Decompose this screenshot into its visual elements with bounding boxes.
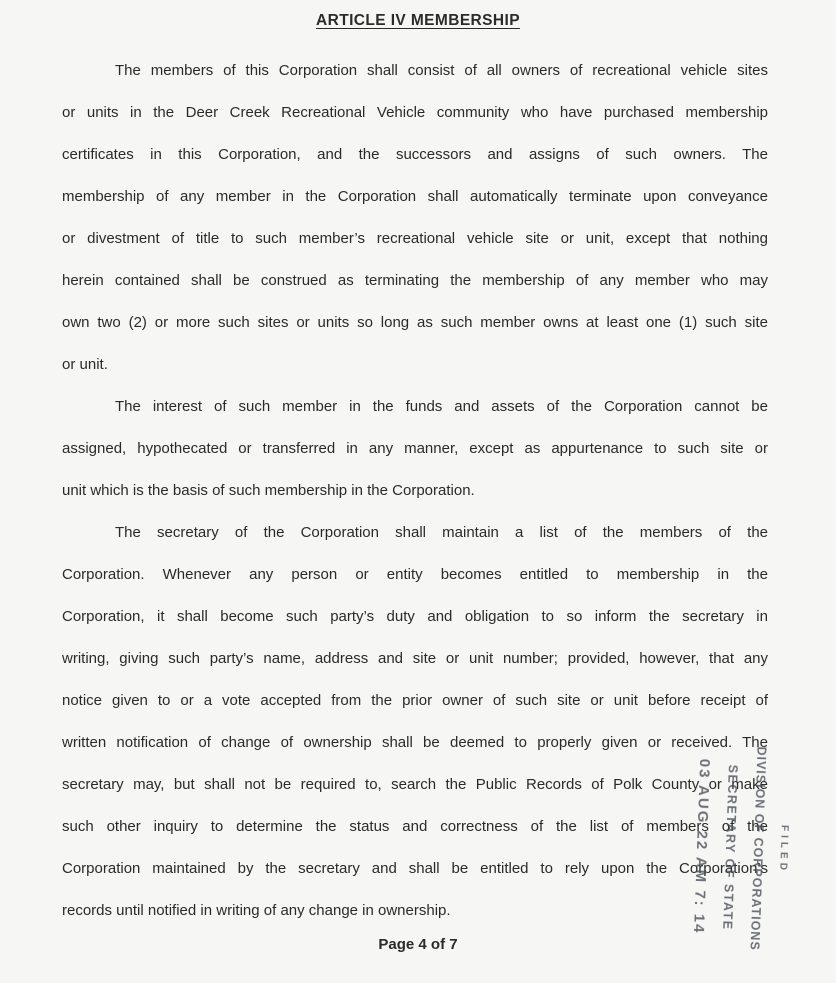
body-line: The members of this Corporation shall consist of all owners of recreational vehicle sites [115,62,768,79]
body-line: The interest of such member in the funds and assets of the Corporation cannot be [115,398,768,415]
body-line: The secretary of the Corporation shall maintain a list of the members of the [115,524,768,541]
body-line: or divestment of title to such member’s recreational vehicle site or unit, except that nothing [62,230,768,247]
body-line: secretary may, but shall not be required to, search the Public Records of Polk County or make [62,776,768,793]
body-line: or units in the Deer Creek Recreational Vehicle community who have purchased membership [62,104,768,121]
body-line: herein contained shall be construed as terminating the membership of any member who may [62,272,768,289]
article-body [62,50,768,935]
body-line: such other inquiry to determine the status and correctness of the list of members of the [62,818,768,835]
article-title: ARTICLE IV MEMBERSHIP [316,12,520,29]
body-line: own two (2) or more such sites or units so long as such member owns at least one (1) such site [62,314,768,331]
stamp-filed-label: FILED [777,824,790,875]
body-line: certificates in this Corporation, and the successors and assigns of such owners. The [62,146,768,163]
stamp-secretary-of-state-label: SECRETARY OF STATE [720,764,741,931]
body-line: notice given to or a vote accepted from the prior owner of such site or unit before receipt of [62,692,768,709]
body-line: Corporation, it shall become such party’s duty and obligation to so inform the secretary in [62,608,768,625]
body-line: or unit. [62,356,108,373]
body-line: writing, giving such party’s name, address and site or unit number; provided, however, that any [62,650,768,667]
body-line: records until notified in writing of any change in ownership. [62,902,451,919]
body-line: Corporation maintained by the secretary and shall be entitled to rely upon the Corporation’s [62,860,768,877]
stamp-datetime: 03 AUG 22 AM 7: 14 [689,758,714,935]
body-line: unit which is the basis of such membership in the Corporation. [62,482,475,499]
body-line: Corporation. Whenever any person or entity becomes entitled to membership in the [62,566,768,583]
body-line: written notification of change of ownership shall be deemed to properly given or received. The [62,734,768,751]
stamp-division-of-corporations-label: DIVISION OF CORPORATIONS [747,746,769,951]
page-number-footer: Page 4 of 7 [378,936,458,953]
body-line: assigned, hypothecated or transferred in any manner, except as appurtenance to such site or [62,440,768,457]
body-line: membership of any member in the Corporation shall automatically terminate upon conveyance [62,188,768,205]
